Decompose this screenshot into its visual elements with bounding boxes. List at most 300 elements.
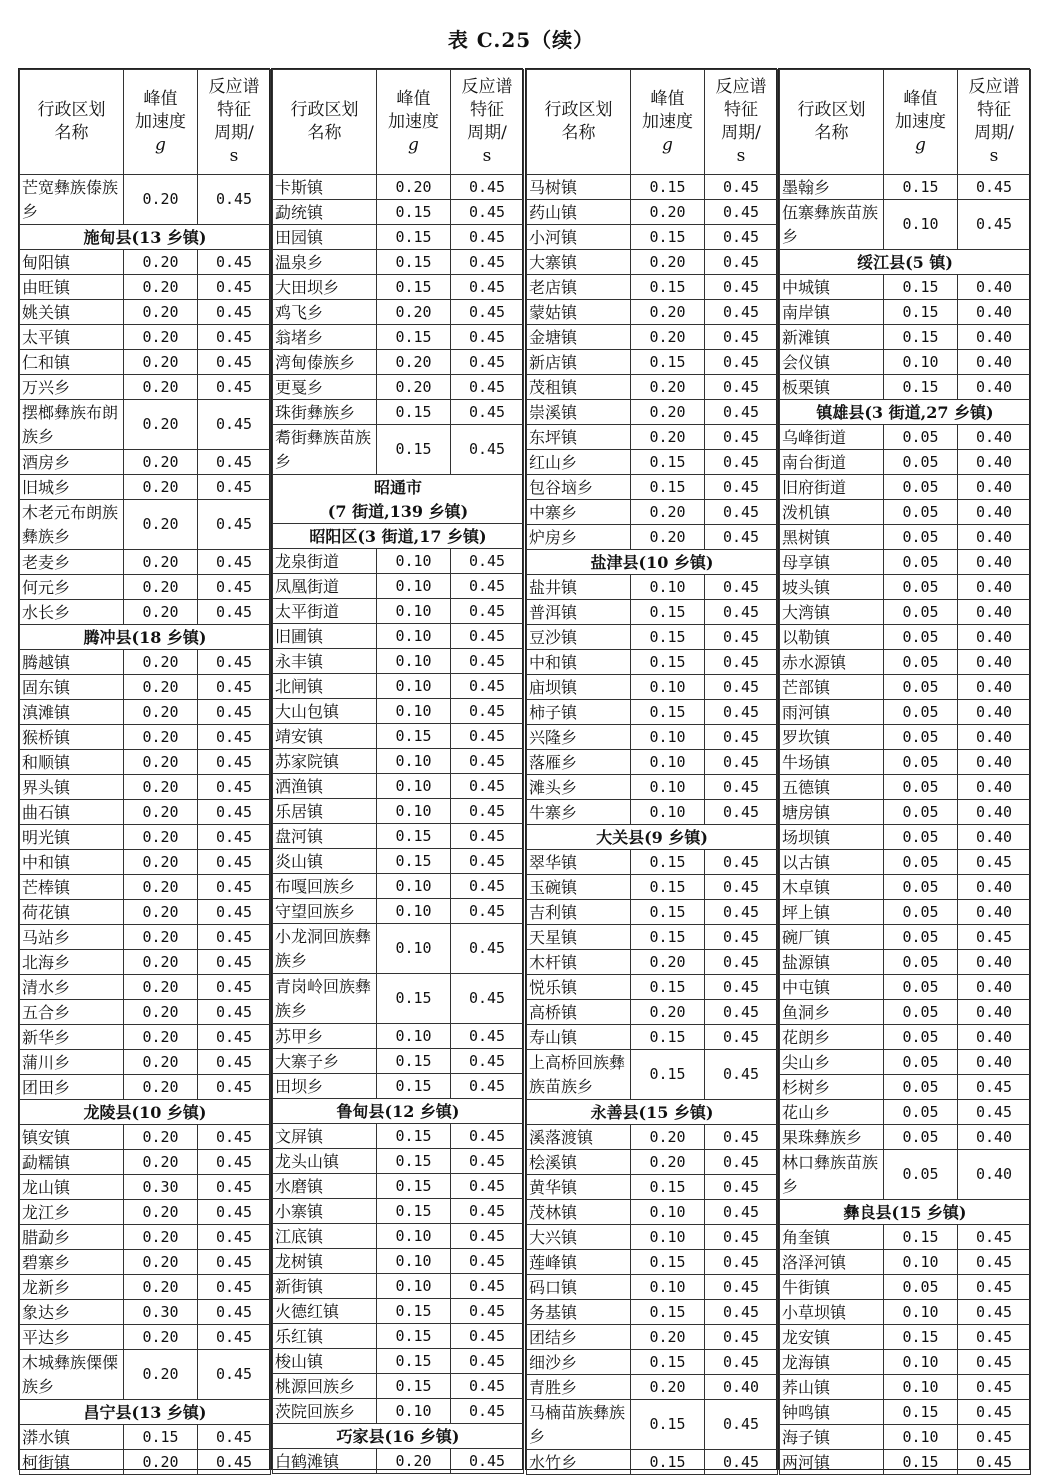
county-header: 永善县(15 乡镇) [527,1100,778,1125]
table-row [780,675,1031,700]
characteristic-period-cell: 0.45 [198,275,271,300]
group-header-row [780,400,1031,425]
characteristic-period-cell: 0.40 [958,475,1031,500]
region-name-cell: 仁和镇 [20,350,124,375]
region-name-cell: 水长乡 [20,600,124,625]
characteristic-period-cell: 0.45 [958,200,1031,250]
characteristic-period-cell: 0.45 [958,1350,1031,1375]
peak-acceleration-cell: 0.20 [124,600,198,625]
peak-acceleration-cell: 0.15 [631,1350,705,1375]
table-row [527,750,778,775]
peak-acceleration-cell: 0.20 [124,175,198,225]
table-row [780,575,1031,600]
table-row [780,1000,1031,1025]
characteristic-period-cell: 0.45 [198,1425,271,1450]
column-header: 峰值 加速度 g [631,70,705,175]
region-name-cell: 温泉乡 [273,250,377,275]
table-row [20,1025,271,1050]
region-name-cell: 海子镇 [780,1425,884,1450]
characteristic-period-cell: 0.45 [451,849,524,874]
table-row [527,450,778,475]
characteristic-period-cell: 0.45 [451,1149,524,1174]
region-name-cell: 墨翰乡 [780,175,884,200]
region-name-cell: 崇溪镇 [527,400,631,425]
column-header: 反应谱 特征 周期/ s [705,70,778,175]
characteristic-period-cell: 0.45 [958,1425,1031,1450]
characteristic-period-cell: 0.40 [958,500,1031,525]
region-name-cell: 钟鸣镇 [780,1400,884,1425]
region-name-cell: 母享镇 [780,550,884,575]
region-name-cell: 包谷垴乡 [527,475,631,500]
peak-acceleration-cell: 0.15 [884,300,958,325]
column-header: 反应谱 特征 周期/ s [198,70,271,175]
characteristic-period-cell: 0.45 [451,1199,524,1224]
peak-acceleration-cell: 0.05 [884,1075,958,1100]
city-header: 昭通市 [273,475,524,500]
peak-acceleration-cell: 0.20 [124,275,198,300]
characteristic-period-cell: 0.40 [958,525,1031,550]
peak-acceleration-cell: 0.20 [631,375,705,400]
characteristic-period-cell: 0.40 [958,1050,1031,1075]
region-name-cell: 高桥镇 [527,1000,631,1025]
table-row [780,725,1031,750]
region-name-cell: 伍寨彝族苗族乡 [780,200,884,250]
region-name-cell: 水磨镇 [273,1174,377,1199]
characteristic-period-cell: 0.45 [451,874,524,899]
region-name-cell: 更戛乡 [273,375,377,400]
region-name-cell: 曲石镇 [20,800,124,825]
characteristic-period-cell: 0.40 [958,325,1031,350]
region-name-cell: 勐统镇 [273,200,377,225]
peak-acceleration-cell: 0.20 [124,900,198,925]
peak-acceleration-cell: 0.15 [631,475,705,500]
peak-acceleration-cell: 0.20 [124,950,198,975]
characteristic-period-cell: 0.45 [705,875,778,900]
characteristic-period-cell: 0.45 [451,1074,524,1099]
characteristic-period-cell: 0.45 [958,1250,1031,1275]
characteristic-period-cell: 0.40 [958,750,1031,775]
characteristic-period-cell: 0.45 [705,800,778,825]
peak-acceleration-cell: 0.15 [377,425,451,475]
table-row [527,200,778,225]
characteristic-period-cell: 0.45 [451,350,524,375]
characteristic-period-cell: 0.45 [451,1299,524,1324]
table-row [20,900,271,925]
characteristic-period-cell: 0.45 [451,1399,524,1424]
table-row [527,350,778,375]
region-name-cell: 苏家院镇 [273,749,377,774]
peak-acceleration-cell: 0.10 [377,1399,451,1424]
table-row [273,1149,524,1174]
column-header: 行政区划 名称 [20,70,124,175]
table-row [780,200,1031,250]
region-name-cell: 旧府街道 [780,475,884,500]
peak-acceleration-cell: 0.10 [631,1275,705,1300]
table-row [20,1300,271,1325]
table-row [273,425,524,475]
peak-acceleration-cell: 0.20 [124,350,198,375]
peak-acceleration-cell: 0.20 [631,200,705,225]
table-row [20,375,271,400]
characteristic-period-cell: 0.45 [198,675,271,700]
header-row [273,70,524,175]
table-row [527,1450,778,1475]
table-row [527,875,778,900]
characteristic-period-cell: 0.45 [198,1125,271,1150]
peak-acceleration-cell: 0.20 [124,675,198,700]
table-row [527,850,778,875]
region-name-cell: 翁堵乡 [273,325,377,350]
county-header: 镇雄县(3 街道,27 乡镇) [780,400,1031,425]
peak-acceleration-cell: 0.20 [124,1450,198,1475]
characteristic-period-cell: 0.40 [958,425,1031,450]
region-name-cell: 坡头镇 [780,575,884,600]
peak-acceleration-cell: 0.20 [377,350,451,375]
characteristic-period-cell: 0.45 [451,799,524,824]
peak-acceleration-cell: 0.20 [124,550,198,575]
table-row [20,600,271,625]
column-header: 行政区划 名称 [273,70,377,175]
peak-acceleration-cell: 0.10 [377,699,451,724]
region-name-cell: 庙坝镇 [527,675,631,700]
table-row [273,250,524,275]
region-name-cell: 碧寨乡 [20,1250,124,1275]
table-row [20,1075,271,1100]
column-header: 峰值 加速度 g [377,70,451,175]
region-name-cell: 梭山镇 [273,1349,377,1374]
peak-acceleration-cell: 0.05 [884,1125,958,1150]
characteristic-period-cell: 0.45 [705,925,778,950]
county-header: 大关县(9 乡镇) [527,825,778,850]
characteristic-period-cell: 0.40 [958,700,1031,725]
region-name-cell: 盐源镇 [780,950,884,975]
characteristic-period-cell: 0.45 [705,225,778,250]
region-name-cell: 莲峰镇 [527,1250,631,1275]
region-name-cell: 塘房镇 [780,800,884,825]
peak-acceleration-cell: 0.20 [124,750,198,775]
table-row [273,1249,524,1274]
region-name-cell: 乌峰街道 [780,425,884,450]
group-header-row [780,250,1031,275]
characteristic-period-cell: 0.45 [451,1349,524,1374]
characteristic-period-cell: 0.45 [198,875,271,900]
table-row [780,825,1031,850]
table-row [527,225,778,250]
table-row [780,1300,1031,1325]
table-row [20,325,271,350]
table-row [20,350,271,375]
region-name-cell: 芒部镇 [780,675,884,700]
peak-acceleration-cell: 0.15 [377,1199,451,1224]
table-row [273,300,524,325]
region-name-cell: 茨院回族乡 [273,1399,377,1424]
region-name-cell: 码口镇 [527,1275,631,1300]
table-row [20,550,271,575]
peak-acceleration-cell: 0.10 [884,1350,958,1375]
peak-acceleration-cell: 0.05 [884,1100,958,1125]
characteristic-period-cell: 0.40 [958,975,1031,1000]
table-row [780,875,1031,900]
peak-acceleration-cell: 0.20 [377,1449,451,1474]
peak-acceleration-cell: 0.15 [631,925,705,950]
region-name-cell: 乐居镇 [273,799,377,824]
characteristic-period-cell: 0.45 [198,325,271,350]
table-row [780,850,1031,875]
peak-acceleration-cell: 0.05 [884,775,958,800]
characteristic-period-cell: 0.45 [705,625,778,650]
table-row [527,950,778,975]
peak-acceleration-cell: 0.20 [124,1225,198,1250]
region-name-cell: 永丰镇 [273,649,377,674]
region-name-cell: 翠华镇 [527,850,631,875]
characteristic-period-cell: 0.45 [451,1049,524,1074]
characteristic-period-cell: 0.45 [958,175,1031,200]
characteristic-period-cell: 0.45 [705,400,778,425]
region-name-cell: 新街镇 [273,1274,377,1299]
characteristic-period-cell: 0.45 [705,675,778,700]
characteristic-period-cell: 0.40 [958,350,1031,375]
table-row [20,1150,271,1175]
characteristic-period-cell: 0.45 [705,575,778,600]
characteristic-period-cell: 0.45 [198,500,271,550]
table-row [273,874,524,899]
table-row [780,1350,1031,1375]
table-row [527,1225,778,1250]
region-name-cell: 象达乡 [20,1300,124,1325]
table-row [527,1350,778,1375]
table-row [273,824,524,849]
peak-acceleration-cell: 0.05 [884,800,958,825]
peak-acceleration-cell: 0.15 [884,1325,958,1350]
peak-acceleration-cell: 0.20 [124,875,198,900]
table-row [780,650,1031,675]
table-row [20,475,271,500]
region-name-cell: 中屯镇 [780,975,884,1000]
peak-acceleration-cell: 0.20 [631,1125,705,1150]
table-row [20,1425,271,1450]
table-row [527,425,778,450]
peak-acceleration-cell: 0.05 [884,600,958,625]
region-name-cell: 龙江乡 [20,1200,124,1225]
characteristic-period-cell: 0.45 [451,1174,524,1199]
peak-acceleration-cell: 0.10 [631,725,705,750]
peak-acceleration-cell: 0.15 [631,1050,705,1100]
peak-acceleration-cell: 0.10 [377,624,451,649]
table-row [273,599,524,624]
table-row [780,525,1031,550]
region-name-cell: 镇安镇 [20,1125,124,1150]
characteristic-period-cell: 0.45 [958,1275,1031,1300]
peak-acceleration-cell: 0.20 [631,1000,705,1025]
region-name-cell: 旧城乡 [20,475,124,500]
peak-acceleration-cell: 0.15 [631,275,705,300]
region-name-cell: 界头镇 [20,775,124,800]
peak-acceleration-cell: 0.15 [377,250,451,275]
region-name-cell: 新华乡 [20,1025,124,1050]
characteristic-period-cell: 0.45 [705,1325,778,1350]
table-row [780,950,1031,975]
characteristic-period-cell: 0.45 [958,1400,1031,1425]
table-row [780,1050,1031,1075]
group-header-row [273,475,524,500]
characteristic-period-cell: 0.45 [451,1374,524,1399]
peak-acceleration-cell: 0.15 [377,1299,451,1324]
region-name-cell: 黑树镇 [780,525,884,550]
peak-acceleration-cell: 0.15 [884,275,958,300]
peak-acceleration-cell: 0.10 [377,749,451,774]
characteristic-period-cell: 0.45 [451,749,524,774]
peak-acceleration-cell: 0.05 [884,1150,958,1200]
characteristic-period-cell: 0.45 [451,1024,524,1049]
peak-acceleration-cell: 0.20 [124,325,198,350]
table-row [527,575,778,600]
peak-acceleration-cell: 0.10 [377,774,451,799]
peak-acceleration-cell: 0.10 [631,1200,705,1225]
table-row [780,1425,1031,1450]
peak-acceleration-cell: 0.10 [884,1375,958,1400]
characteristic-period-cell: 0.45 [451,899,524,924]
region-name-cell: 新店镇 [527,350,631,375]
peak-acceleration-cell: 0.05 [884,525,958,550]
region-name-cell: 凤凰街道 [273,574,377,599]
peak-acceleration-cell: 0.10 [377,549,451,574]
peak-acceleration-cell: 0.20 [124,1075,198,1100]
region-name-cell: 赤水源镇 [780,650,884,675]
peak-acceleration-cell: 0.10 [377,899,451,924]
table-row [273,574,524,599]
peak-acceleration-cell: 0.20 [124,1250,198,1275]
region-name-cell: 以勒镇 [780,625,884,650]
table-row [273,1224,524,1249]
characteristic-period-cell: 0.45 [198,475,271,500]
peak-acceleration-cell: 0.20 [124,775,198,800]
characteristic-period-cell: 0.40 [958,1000,1031,1025]
characteristic-period-cell: 0.45 [198,825,271,850]
region-name-cell: 珠街彝族乡 [273,400,377,425]
region-name-cell: 牛寨乡 [527,800,631,825]
peak-acceleration-cell: 0.05 [884,975,958,1000]
region-name-cell: 杉树乡 [780,1075,884,1100]
characteristic-period-cell: 0.40 [958,1125,1031,1150]
county-header: 施甸县(13 乡镇) [20,225,271,250]
table-row [780,500,1031,525]
page-title: 表 C.25（续） [447,28,595,52]
region-name-cell: 花朗乡 [780,1025,884,1050]
table-column-1 [18,68,270,1470]
table-row [527,275,778,300]
table-row [527,975,778,1000]
peak-acceleration-cell: 0.10 [377,799,451,824]
characteristic-period-cell: 0.40 [958,550,1031,575]
table-row [780,600,1031,625]
characteristic-period-cell: 0.40 [958,625,1031,650]
region-name-cell: 田坝乡 [273,1074,377,1099]
table-row [527,1050,778,1100]
region-name-cell: 茂租镇 [527,375,631,400]
peak-acceleration-cell: 0.20 [631,300,705,325]
region-name-cell: 由旺镇 [20,275,124,300]
region-name-cell: 大兴镇 [527,1225,631,1250]
characteristic-period-cell: 0.45 [198,1175,271,1200]
region-name-cell: 中城镇 [780,275,884,300]
table-row [527,600,778,625]
peak-acceleration-cell: 0.20 [124,725,198,750]
region-name-cell: 南岸镇 [780,300,884,325]
characteristic-period-cell: 0.45 [198,850,271,875]
region-name-cell: 中和镇 [527,650,631,675]
region-name-cell: 平达乡 [20,1325,124,1350]
characteristic-period-cell: 0.45 [198,1250,271,1275]
region-name-cell: 豆沙镇 [527,625,631,650]
region-name-cell: 溪落渡镇 [527,1125,631,1150]
table-row [780,425,1031,450]
table-row [780,450,1031,475]
group-header-row [20,1400,271,1425]
characteristic-period-cell: 0.40 [958,575,1031,600]
region-name-cell: 摆榔彝族布朗族乡 [20,400,124,450]
region-name-cell: 滇滩镇 [20,700,124,725]
county-header: 鲁甸县(12 乡镇) [273,1099,524,1124]
region-name-cell: 玉碗镇 [527,875,631,900]
characteristic-period-cell: 0.40 [958,725,1031,750]
column-header: 行政区划 名称 [527,70,631,175]
table-row [20,800,271,825]
peak-acceleration-cell: 0.15 [631,1400,705,1450]
characteristic-period-cell: 0.45 [451,724,524,749]
region-name-cell: 五合乡 [20,1000,124,1025]
peak-acceleration-cell: 0.05 [884,425,958,450]
region-name-cell: 炎山镇 [273,849,377,874]
table-row [273,974,524,1024]
peak-acceleration-cell: 0.20 [124,375,198,400]
table-row [20,500,271,550]
peak-acceleration-cell: 0.15 [631,975,705,1000]
region-name-cell: 清水乡 [20,975,124,1000]
table-row [273,1174,524,1199]
region-name-cell: 新滩镇 [780,325,884,350]
region-name-cell: 旧圃镇 [273,624,377,649]
table-row [273,350,524,375]
region-name-cell: 小草坝镇 [780,1300,884,1325]
region-name-cell: 场坝镇 [780,825,884,850]
peak-acceleration-cell: 0.15 [377,974,451,1024]
peak-acceleration-cell: 0.10 [884,1300,958,1325]
peak-acceleration-cell: 0.20 [124,250,198,275]
characteristic-period-cell: 0.45 [451,549,524,574]
peak-acceleration-cell: 0.15 [377,1124,451,1149]
table-row [780,700,1031,725]
table-row [527,650,778,675]
column-header: 反应谱 特征 周期/ s [958,70,1031,175]
region-name-cell: 黄华镇 [527,1175,631,1200]
peak-acceleration-cell: 0.15 [377,824,451,849]
region-name-cell: 南台街道 [780,450,884,475]
group-header-row [20,625,271,650]
table-row [273,724,524,749]
region-name-cell: 芒宽彝族傣族乡 [20,175,124,225]
region-name-cell: 柿子镇 [527,700,631,725]
table-row [780,975,1031,1000]
characteristic-period-cell: 0.45 [198,450,271,475]
table-row [527,375,778,400]
characteristic-period-cell: 0.45 [198,800,271,825]
region-name-cell: 太平街道 [273,599,377,624]
region-name-cell: 和顺镇 [20,750,124,775]
region-name-cell: 小龙洞回族彝族乡 [273,924,377,974]
region-name-cell: 大寨镇 [527,250,631,275]
table-row [273,275,524,300]
peak-acceleration-cell: 0.15 [631,1450,705,1475]
